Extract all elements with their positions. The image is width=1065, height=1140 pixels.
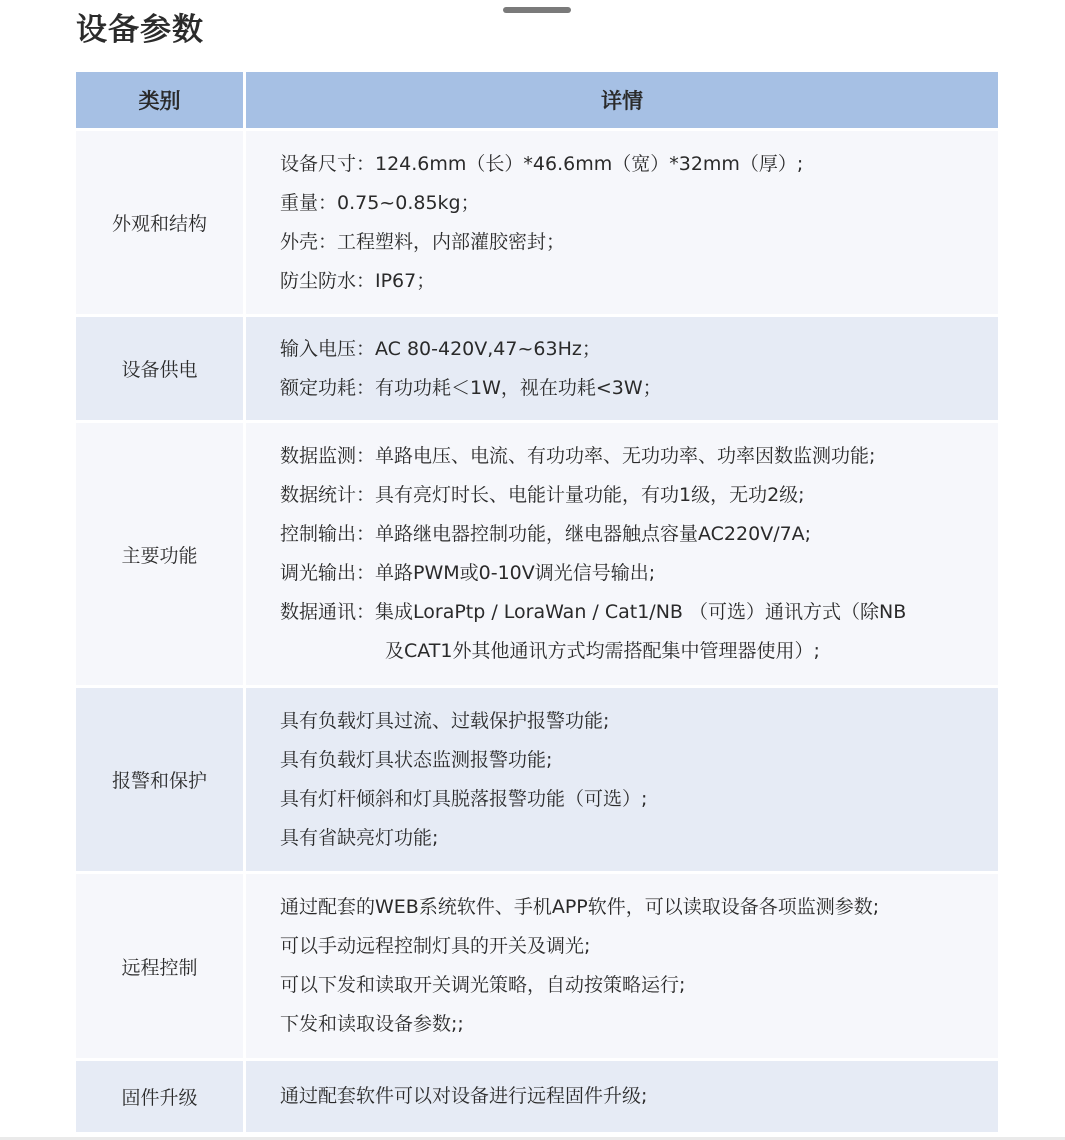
detail-line: 额定功耗：有功功耗＜1W，视在功耗<3W； [280, 376, 662, 399]
page-title: 设备参数 [76, 12, 204, 48]
drag-handle[interactable] [503, 7, 571, 13]
column-header-category: 类别 [76, 72, 246, 131]
detail-line: 具有省缺亮灯功能; [280, 826, 439, 849]
detail-line: 数据通讯：集成LoraPtp / LoraWan / Cat1/NB （可选）通讯方式（除NB [280, 601, 907, 623]
detail-line: 设备尺寸：124.6mm（长）*46.6mm（宽）*32mm（厚）; [280, 152, 804, 175]
spec-table [76, 72, 998, 1135]
details-cell [246, 131, 998, 317]
detail-line: 数据监测：单路电压、电流、有功功率、无功功率、功率因数监测功能; [280, 445, 876, 467]
column-header-details: 详情 [246, 72, 998, 131]
detail-line: 下发和读取设备参数;; [280, 1013, 464, 1035]
table-header-row [76, 72, 998, 131]
table-row [76, 131, 998, 317]
details-cell [246, 874, 998, 1061]
category-cell: 外观和结构 [76, 131, 246, 317]
detail-line-continuation: 及CAT1外其他通讯方式均需搭配集中管理器使用）; [385, 640, 820, 662]
table-row [76, 423, 998, 688]
details-cell [246, 688, 998, 874]
details-cell [246, 423, 998, 688]
detail-line: 通过配套软件可以对设备进行远程固件升级; [280, 1085, 648, 1107]
detail-line: 具有负载灯具状态监测报警功能; [280, 748, 553, 771]
category-cell: 报警和保护 [76, 688, 246, 874]
detail-line: 通过配套的WEB系统软件、手机APP软件，可以读取设备各项监测参数; [280, 896, 880, 918]
details-cell [246, 317, 998, 423]
detail-line: 控制输出：单路继电器控制功能，继电器触点容量AC220V/7A; [280, 523, 812, 545]
category-cell: 固件升级 [76, 1061, 246, 1135]
category-cell: 主要功能 [76, 423, 246, 688]
detail-line: 具有灯杆倾斜和灯具脱落报警功能（可选）; [280, 787, 648, 810]
detail-line: 输入电压：AC 80-420V,47~63Hz； [280, 337, 601, 360]
detail-line: 具有负载灯具过流、过载保护报警功能; [280, 709, 610, 732]
detail-line: 数据统计：具有亮灯时长、电能计量功能，有功1级，无功2级; [280, 484, 805, 506]
category-cell: 远程控制 [76, 874, 246, 1061]
detail-line: 防尘防水：IP67； [280, 269, 436, 292]
table-row [76, 1061, 998, 1135]
detail-line: 调光输出：单路PWM或0-10V调光信号输出; [280, 562, 656, 584]
detail-line: 重量：0.75~0.85kg； [280, 191, 480, 214]
details-cell [246, 1061, 998, 1135]
table-row [76, 688, 998, 874]
table-row [76, 317, 998, 423]
detail-line: 可以下发和读取开关调光策略，自动按策略运行; [280, 974, 686, 996]
category-cell: 设备供电 [76, 317, 246, 423]
detail-line: 可以手动远程控制灯具的开关及调光; [280, 935, 591, 957]
detail-line: 外壳：工程塑料，内部灌胶密封； [280, 230, 566, 253]
table-row [76, 874, 998, 1061]
